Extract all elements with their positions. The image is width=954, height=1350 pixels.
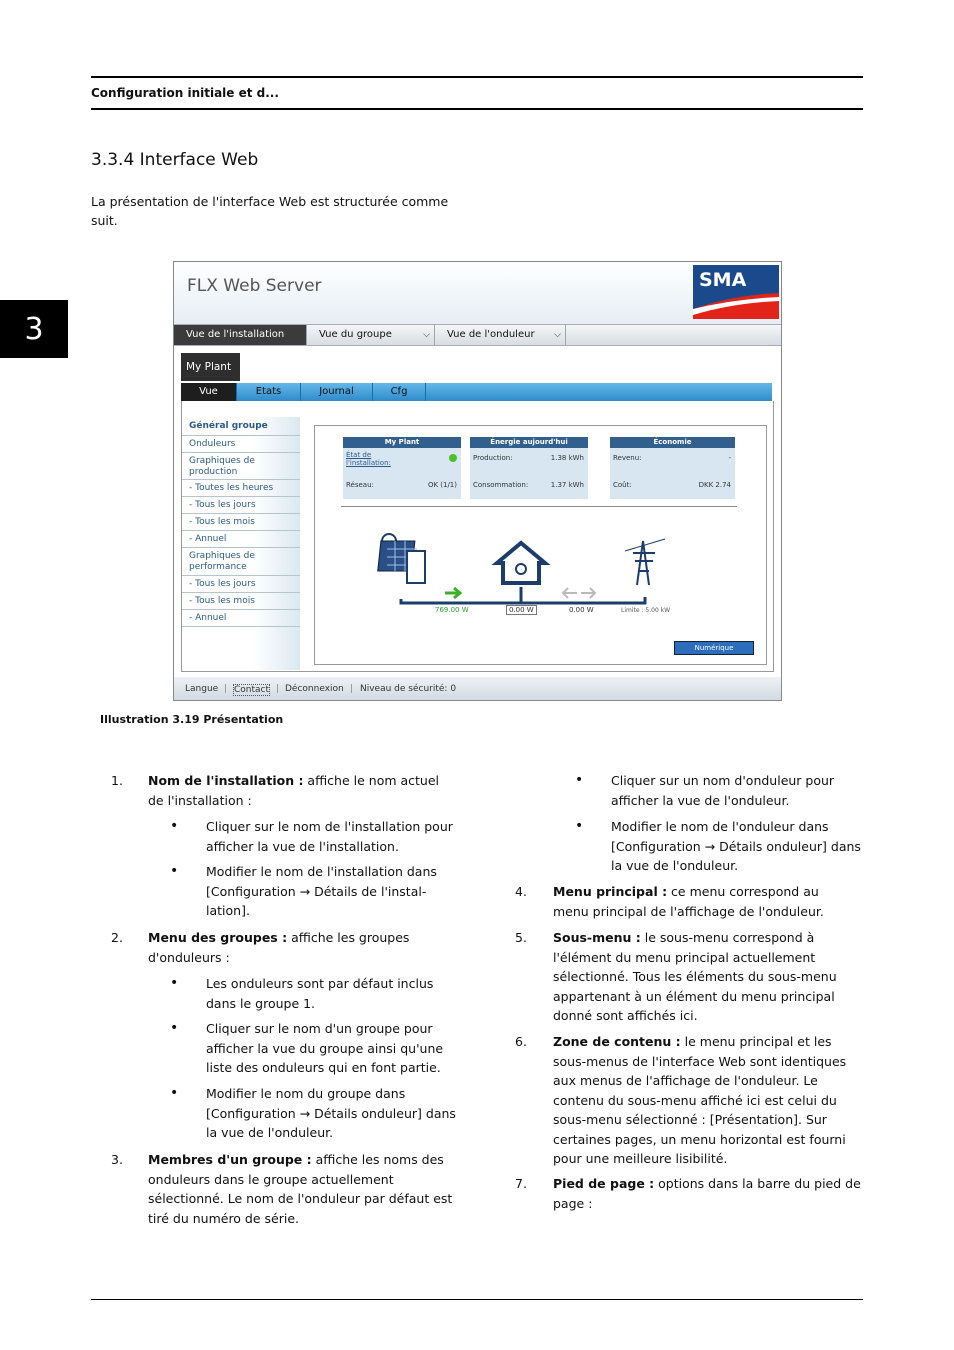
grid-label: Réseau: (346, 481, 374, 489)
item-term: Membres d'un groupe : (148, 1152, 312, 1167)
menu-production-charts[interactable]: Graphiques de production (182, 453, 300, 480)
consumption-flow-value: 0.00 W (506, 605, 537, 615)
tab-installation-view[interactable] (174, 325, 307, 345)
sub-nav (181, 383, 772, 401)
item-term: Menu principal : (553, 884, 668, 899)
menu-perf-all-days[interactable]: - Tous les jours (182, 576, 300, 593)
list-bullet-text: Modifier le nom de l'installation dans [Configuration → Détails de l'instal-lation]. (206, 864, 437, 918)
list-number: 1. (111, 773, 123, 788)
list-item (553, 1174, 863, 1213)
panel-header: Énergie aujourd'hui (470, 437, 588, 448)
chevron-down-icon: ⌵ (554, 330, 561, 340)
item-text: ce menu correspond au menu principal de l'affichage de l'onduleur. (553, 884, 824, 919)
item-text: le menu principal et les sous-menus de l'interface Web sont identiques aux menus de l'affichage de l'onduleur. Le contenu du sous-menu affiché ici est celui du sous-menu sélectionné : [Présentation]. Sur certaines pages, un menu horizontal est fourni pour une meilleure lisibilité. (553, 1034, 847, 1166)
footer-separator: | (224, 684, 228, 694)
house-icon (497, 543, 545, 583)
footer-language-link[interactable]: Langue (185, 684, 219, 694)
server-title: FLX Web Server (187, 276, 322, 296)
cost-value: DKK 2.74 (698, 481, 731, 489)
list-bullet-text: Les onduleurs sont par défaut inclus dans le groupe 1. (206, 976, 434, 1011)
subtab-vue[interactable]: Vue (181, 383, 237, 401)
figure-banner (174, 262, 781, 324)
production-label: Production: (473, 454, 513, 462)
figure-body (181, 401, 774, 672)
list-number: 3. (111, 1152, 123, 1167)
footer-security-level: Niveau de sécurité: 0 (360, 684, 457, 694)
list-item (553, 928, 843, 1026)
list-number: 6. (515, 1034, 527, 1049)
power-pylon-icon (625, 539, 665, 585)
bullet-icon: • (170, 1085, 179, 1101)
menu-all-days[interactable]: - Tous les jours (182, 497, 300, 514)
item-term: Nom de l'installation : (148, 773, 304, 788)
list-item (553, 1032, 863, 1169)
plant-name-tab[interactable]: My Plant (181, 353, 240, 381)
left-menu (182, 417, 300, 670)
panel-header: Économie (610, 437, 735, 448)
list-number: 7. (515, 1176, 527, 1191)
list-item (148, 1150, 458, 1228)
panel-my-plant (343, 437, 461, 499)
tab-group-view[interactable] (307, 325, 435, 345)
figure-footer (174, 677, 781, 700)
menu-all-months[interactable]: - Tous les mois (182, 514, 300, 531)
list-item (553, 882, 858, 921)
subtab-cfg[interactable]: Cfg (373, 383, 426, 401)
menu-all-hours[interactable]: - Toutes les heures (182, 480, 300, 497)
consumption-label: Consommation: (473, 481, 529, 489)
item-text: affiche les groupes d'onduleurs : (148, 930, 410, 965)
item-text: affiche le nom actuel de l'installation : (148, 773, 440, 808)
subtab-etats[interactable]: Etats (237, 383, 301, 401)
sma-logo-text: SMA (699, 269, 747, 291)
figure-caption: Illustration 3.19 Présentation (100, 713, 284, 726)
list-item (148, 928, 438, 967)
chevron-down-icon: ⌵ (423, 330, 430, 340)
energy-flow-diagram (315, 521, 766, 621)
header-bottom-rule (91, 108, 863, 110)
footer-contact-link[interactable]: Contact (234, 685, 270, 695)
chapter-tab: 3 (0, 300, 68, 358)
bullet-icon: • (170, 975, 179, 991)
list-item (148, 771, 453, 810)
menu-perf-all-months[interactable]: - Tous les mois (182, 593, 300, 610)
panel-energy-today (470, 437, 588, 499)
tab-inverter-view[interactable] (435, 325, 566, 345)
footer-separator: | (276, 684, 280, 694)
bullet-icon: • (170, 1020, 179, 1036)
list-number: 5. (515, 930, 527, 945)
running-title: Configuration initiale et d... (91, 86, 279, 100)
revenue-label: Revenu: (613, 454, 642, 462)
bullet-icon: • (575, 818, 584, 834)
plant-status-link[interactable]: État de l'installation: (346, 451, 391, 467)
tab-label: Vue du groupe (319, 329, 392, 340)
tab-label: Vue de l'onduleur (447, 329, 535, 340)
main-nav (174, 324, 781, 346)
arrows-both-icon (563, 588, 595, 598)
grid-flow-value: 0.00 W (569, 606, 594, 614)
limit-value: Limite : 5.00 kW (621, 607, 671, 614)
bullet-icon: • (170, 863, 179, 879)
item-term: Pied de page : (553, 1176, 655, 1191)
bullet-icon: • (575, 772, 584, 788)
panel-economy (610, 437, 735, 499)
item-term: Zone de contenu : (553, 1034, 681, 1049)
header-top-rule (91, 76, 863, 78)
item-text: le sous-menu correspond à l'élément du menu principal actuellement sélectionné. Tous les éléments du sous-menu appartenant à un élément du menu principal donné sont affichés ici. (553, 930, 837, 1023)
grid-value: OK (1/1) (427, 481, 457, 489)
divider (341, 506, 737, 507)
status-ok-icon (449, 454, 457, 462)
production-value: 1.38 kWh (550, 454, 584, 462)
numeric-view-button[interactable]: Numérique (674, 641, 754, 655)
menu-perf-annual[interactable]: - Annuel (182, 610, 300, 627)
item-term: Menu des groupes : (148, 930, 288, 945)
revenue-value: - (728, 454, 731, 462)
item-term: Sous-menu : (553, 930, 641, 945)
tab-label: Vue de l'installation (186, 329, 285, 340)
menu-performance-charts[interactable]: Graphiques de performance (182, 548, 300, 576)
list-number: 4. (515, 884, 527, 899)
sma-logo (693, 265, 779, 319)
list-bullet-text: Cliquer sur le nom d'un groupe pour afficher la vue du groupe ainsi qu'une liste des onduleurs qui en font partie. (206, 1021, 444, 1075)
menu-general-group[interactable]: Général groupe (182, 417, 300, 436)
footer-separator: | (350, 684, 354, 694)
cost-label: Coût: (613, 481, 632, 489)
list-bullet-text: Modifier le nom du groupe dans [Configuration → Détails onduleur] dans la vue de l'onduleur. (206, 1086, 456, 1140)
list-bullet-text: Cliquer sur le nom de l'installation pour afficher la vue de l'installation. (206, 819, 453, 854)
production-flow-value: 769.00 W (435, 606, 469, 614)
intro-paragraph: La présentation de l'interface Web est structurée comme suit. (91, 194, 449, 228)
list-bullet-text: Cliquer sur un nom d'onduleur pour afficher la vue de l'onduleur. (611, 773, 835, 808)
solar-panel-icon (378, 534, 425, 583)
section-title: 3.3.4 Interface Web (91, 150, 259, 170)
footer-rule (91, 1299, 863, 1300)
content-area (314, 425, 767, 665)
sma-swoosh-icon (693, 265, 779, 319)
item-text: options dans la barre du pied de page : (553, 1176, 861, 1211)
arrow-right-icon (445, 588, 460, 598)
subtab-journal[interactable]: Journal (301, 383, 373, 401)
bullet-icon: • (170, 818, 179, 834)
item-text: affiche les noms des onduleurs dans le groupe actuellement sélectionné. Le nom de l'onduleur par défaut est tiré du numéro de série. (148, 1152, 453, 1226)
web-interface-figure (173, 261, 782, 701)
panel-header: My Plant (343, 437, 461, 448)
list-number: 2. (111, 930, 123, 945)
footer-logout-link[interactable]: Déconnexion (285, 684, 344, 694)
menu-annual[interactable]: - Annuel (182, 531, 300, 548)
consumption-value: 1.37 kWh (550, 481, 584, 489)
menu-inverters[interactable]: Onduleurs (182, 436, 300, 453)
list-bullet-text: Modifier le nom de l'onduleur dans [Configuration → Détails onduleur] dans la vue de l'onduleur. (611, 819, 861, 873)
